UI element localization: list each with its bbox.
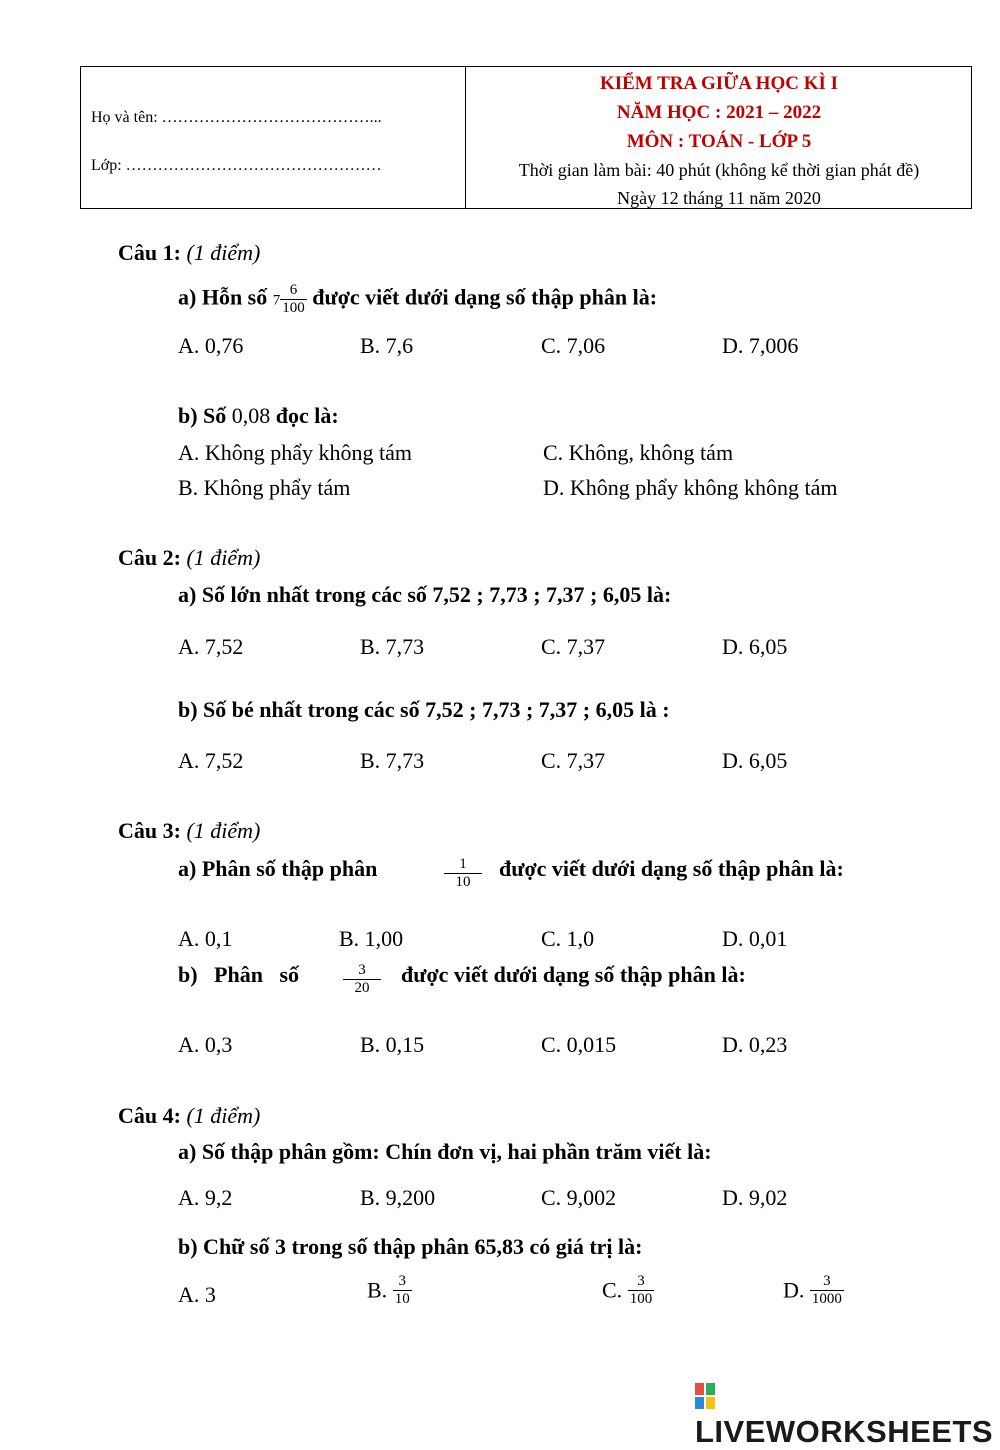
header-table [80, 66, 972, 209]
q3b-question-text: b) Phân số [178, 962, 300, 987]
q3a-option-d[interactable]: D. 0,01 [722, 926, 788, 951]
liveworksheets-logo-text: LIVEWORKSHEETS [695, 1414, 994, 1449]
q4b-option-c-fraction: $\frac{3}{100}$ [629, 1273, 653, 1307]
header-divider [465, 67, 466, 208]
q1a-option-b[interactable]: B. 7,6 [360, 333, 414, 358]
q4a-option-b[interactable]: B. 9,200 [360, 1185, 436, 1210]
q1a-question: a) Hỗn số 7 $\frac{6}{100}$ được viết dưới dạng số thập phân là: [178, 282, 658, 316]
q3b-option-c[interactable]: C. 0,015 [541, 1032, 617, 1057]
q3-title: Câu 3: (1 điểm) [118, 818, 261, 843]
q1b-option-b[interactable]: B. Không phẩy tám [178, 475, 351, 500]
q3b-option-b[interactable]: B. 0,15 [360, 1032, 425, 1057]
q1a-option-d[interactable]: D. 7,006 [722, 333, 799, 358]
q3a-fraction: $\frac{1}{10}$ [444, 856, 482, 891]
q2a-option-d[interactable]: D. 6,05 [722, 634, 788, 659]
q2a-question: a) Số lớn nhất trong các số 7,52 ; 7,73 ; 7,37 ; 6,05 là: [178, 582, 672, 607]
mixed-number-whole: 7 [272, 292, 281, 309]
q2b-option-b[interactable]: B. 7,73 [360, 748, 425, 773]
q2a-option-b[interactable]: B. 7,73 [360, 634, 425, 659]
q4a-option-d[interactable]: D. 9,02 [722, 1185, 788, 1210]
subject-grade: MÔN : TOÁN - LỚP 5 [626, 131, 812, 152]
q2b-option-d[interactable]: D. 6,05 [722, 748, 788, 773]
exam-duration: Thời gian làm bài: 40 phút (không kể thời gian phát đề) [518, 160, 920, 180]
q4b-option-d[interactable]: D. $\frac{3}{1000}$ [783, 1273, 842, 1307]
q4b-question: b) Chữ số 3 trong số thập phân 65,83 có giá trị là: [178, 1234, 643, 1259]
q3a-question-text: a) Phân số thập phân [178, 856, 378, 881]
q4b-option-b-fraction: $\frac{3}{10}$ [394, 1273, 410, 1307]
q2b-option-a[interactable]: A. 7,52 [178, 748, 244, 773]
q3b-fraction: $\frac{3}{20}$ [343, 962, 381, 997]
exam-date: Ngày 12 tháng 11 năm 2020 [617, 188, 821, 208]
q1a-option-a[interactable]: A. 0,76 [178, 333, 244, 358]
school-year: NĂM HỌC : 2021 – 2022 [616, 102, 822, 123]
q2-title: Câu 2: (1 điểm) [118, 545, 261, 570]
q3a-option-a[interactable]: A. 0,1 [178, 926, 233, 951]
q4a-question: a) Số thập phân gồm: Chín đơn vị, hai phần trăm viết là: [178, 1139, 712, 1164]
q3b-option-a[interactable]: A. 0,3 [178, 1032, 233, 1057]
q4-title: Câu 4: (1 điểm) [118, 1103, 261, 1128]
q1b-option-c[interactable]: C. Không, không tám [543, 440, 734, 465]
q4b-option-c[interactable]: C. $\frac{3}{100}$ [602, 1273, 653, 1307]
q4b-option-d-fraction: $\frac{3}{1000}$ [811, 1273, 842, 1307]
q2a-option-a[interactable]: A. 7,52 [178, 634, 244, 659]
q2b-question: b) Số bé nhất trong các số 7,52 ; 7,73 ; 7,37 ; 6,05 là : [178, 697, 670, 722]
exam-title: KIỂM TRA GIỮA HỌC KÌ I [599, 73, 839, 94]
q4a-option-a[interactable]: A. 9,2 [178, 1185, 233, 1210]
q4b-option-a[interactable]: A. 3 [178, 1282, 216, 1307]
q1a-option-c[interactable]: C. 7,06 [541, 333, 606, 358]
q1b-option-d[interactable]: D. Không phẩy không không tám [543, 475, 838, 500]
liveworksheets-logo-icon [695, 1383, 715, 1409]
q3a-option-c[interactable]: C. 1,0 [541, 926, 595, 951]
q1b-question: b) Số 0,08 đọc là: [178, 403, 339, 428]
q1b-option-a[interactable]: A. Không phẩy không tám [178, 440, 413, 465]
exam-info [467, 67, 971, 212]
class-field-label: Lớp: ………………………………………… [91, 157, 382, 174]
q4b-option-b[interactable]: B. $\frac{3}{10}$ [367, 1273, 410, 1307]
q2b-option-c[interactable]: C. 7,37 [541, 748, 606, 773]
name-field-label: Họ và tên: …………………………………... [91, 109, 382, 126]
mixed-number-fraction: $\frac{6}{100}$ [282, 282, 305, 316]
q3a-question-tail: được viết dưới dạng số thập phân là: [499, 856, 844, 881]
q2a-option-c[interactable]: C. 7,37 [541, 634, 606, 659]
q3a-option-b[interactable]: B. 1,00 [339, 926, 404, 951]
q4a-option-c[interactable]: C. 9,002 [541, 1185, 617, 1210]
q3b-option-d[interactable]: D. 0,23 [722, 1032, 788, 1057]
liveworksheets-logo [695, 1378, 1000, 1450]
q3b-question-tail: được viết dưới dạng số thập phân là: [401, 962, 746, 987]
q1-title: Câu 1: (1 điểm) [118, 240, 261, 265]
